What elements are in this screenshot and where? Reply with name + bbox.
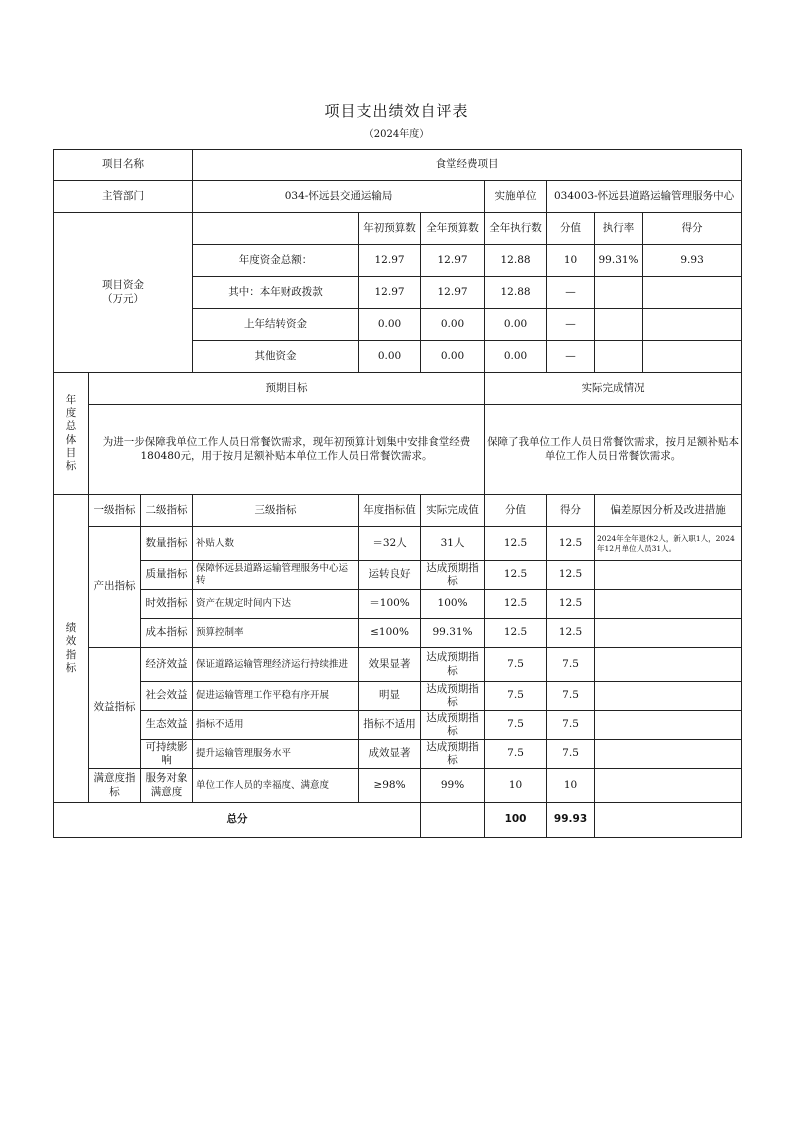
perf-actual: 达成预期指标 [421,740,485,769]
perf-reason [595,561,742,590]
funds-cell-c6 [643,341,742,373]
perf-score-value: 12.5 [485,527,547,561]
perf-target: 成效显著 [359,740,421,769]
perf-header-l3: 三级指标 [193,495,359,527]
perf-score-value: 12.5 [485,561,547,590]
funds-header-executed: 全年执行数 [485,213,547,245]
perf-row [54,711,742,740]
funds-row-label: 年度资金总额： [193,245,359,277]
funds-label-line1: 项目资金 [102,279,145,292]
funds-header-row [54,213,742,245]
funds-cell-c1: 12.97 [359,277,421,309]
goals-text-row [54,405,742,495]
impl-unit-label: 实施单位 [485,181,547,213]
perf-target: 明显 [359,682,421,711]
impl-unit-value: 034003-怀远县道路运输管理服务中心 [547,181,742,213]
project-name-value: 食堂经费项目 [193,150,742,181]
perf-actual: 31人 [421,527,485,561]
perf-score: 12.5 [547,561,595,590]
perf-actual: 达成预期指标 [421,648,485,682]
perf-reason [595,740,742,769]
perf-score-value: 12.5 [485,590,547,619]
funds-cell-c4: 10 [547,245,595,277]
perf-reason [595,711,742,740]
perf-score-value: 7.5 [485,682,547,711]
funds-label-line2: （万元） [102,292,145,305]
funds-cell-c3: 0.00 [485,309,547,341]
perf-l2: 数量指标 [141,527,193,561]
perf-score: 12.5 [547,590,595,619]
perf-row [54,769,742,803]
perf-score: 7.5 [547,711,595,740]
group-benefit: 效益指标 [89,648,141,769]
goals-side-char: 标 [65,459,77,472]
perf-target: ＝100% [359,590,421,619]
perf-row [54,740,742,769]
total-score: 99.93 [547,803,595,838]
perf-header-score: 得分 [547,495,595,527]
page-subtitle-year: （2024年度） [363,129,430,140]
perf-l3: 促进运输管理工作平稳有序开展 [193,682,359,711]
funds-cell-c6 [643,277,742,309]
perf-header-target: 年度指标值 [359,495,421,527]
perf-row [54,561,742,590]
perf-l3: 资产在规定时间内下达 [193,590,359,619]
goals-side-label [54,373,89,495]
perf-l3: 保证道路运输管理经济运行持续推进 [193,648,359,682]
perf-l2: 成本指标 [141,619,193,648]
perf-l2: 质量指标 [141,561,193,590]
total-reason-blank [595,803,742,838]
goals-side-char: 年 [65,394,77,407]
perf-l2: 生态效益 [141,711,193,740]
expected-goal-text: 为进一步保障我单位工作人员日常餐饮需求，现年初预算计划集中安排食堂经费180480元，用于按月足额补贴本单位工作人员日常餐饮需求。 [89,405,485,495]
perf-score: 12.5 [547,527,595,561]
perf-l2: 经济效益 [141,648,193,682]
performance-evaluation-table [53,149,742,838]
perf-target: ≤100% [359,619,421,648]
funds-cell-c6: 9.93 [643,245,742,277]
perf-score: 7.5 [547,740,595,769]
funds-cell-c5 [595,309,643,341]
funds-row-label: 其中：本年财政拨款 [193,277,359,309]
dept-label: 主管部门 [54,181,193,213]
perf-score: 10 [547,769,595,803]
goals-side-char: 体 [65,433,77,446]
perf-row [54,590,742,619]
perf-header-score-value: 分值 [485,495,547,527]
expected-goal-header: 预期目标 [89,373,485,405]
funds-cell-c2: 12.97 [421,245,485,277]
group-satisfaction: 满意度指标 [89,769,141,803]
perf-reason [595,682,742,711]
funds-cell-c1: 12.97 [359,245,421,277]
perf-score-value: 7.5 [485,711,547,740]
total-row [54,803,742,838]
funds-cell-c4: — [547,277,595,309]
total-blank [421,803,485,838]
perf-header-l1: 一级指标 [89,495,141,527]
funds-blank-header [193,213,359,245]
dept-value: 034-怀远县交通运输局 [193,181,485,213]
perf-score-value: 7.5 [485,648,547,682]
goals-header-row [54,373,742,405]
funds-cell-c2: 0.00 [421,309,485,341]
group-output: 产出指标 [89,527,141,648]
funds-cell-c5: 99.31% [595,245,643,277]
perf-side-label [54,495,89,803]
goals-side-char: 总 [65,420,77,433]
perf-actual: 达成预期指标 [421,682,485,711]
funds-cell-c3: 12.88 [485,245,547,277]
perf-target: 指标不适用 [359,711,421,740]
perf-score: 7.5 [547,648,595,682]
perf-header-l2: 二级指标 [141,495,193,527]
perf-l3: 单位工作人员的幸福度、满意度 [193,769,359,803]
perf-side-char: 效 [65,635,77,648]
funds-header-score: 得分 [643,213,742,245]
funds-cell-c3: 0.00 [485,341,547,373]
funds-row-label: 其他资金 [193,341,359,373]
perf-l3: 保障怀远县道路运输管理服务中心运转 [193,561,359,590]
perf-target: ＝32人 [359,527,421,561]
funds-header-rate: 执行率 [595,213,643,245]
perf-row [54,682,742,711]
perf-row [54,527,742,561]
perf-actual: 99% [421,769,485,803]
perf-actual: 99.31% [421,619,485,648]
actual-result-header: 实际完成情况 [485,373,742,405]
perf-l3: 指标不适用 [193,711,359,740]
perf-target: 效果显著 [359,648,421,682]
perf-row [54,648,742,682]
funds-header-full: 全年预算数 [421,213,485,245]
funds-cell-c2: 0.00 [421,341,485,373]
funds-cell-c6 [643,309,742,341]
funds-cell-c3: 12.88 [485,277,547,309]
funds-cell-c2: 12.97 [421,277,485,309]
perf-reason [595,648,742,682]
project-name-label: 项目名称 [54,150,193,181]
perf-header-reason: 偏差原因分析及改进措施 [595,495,742,527]
perf-actual: 100% [421,590,485,619]
perf-actual: 达成预期指标 [421,711,485,740]
funds-cell-c1: 0.00 [359,309,421,341]
perf-l3: 补贴人数 [193,527,359,561]
perf-reason [595,769,742,803]
perf-reason [595,590,742,619]
funds-cell-c5 [595,341,643,373]
perf-row [54,619,742,648]
total-label: 总分 [54,803,421,838]
actual-result-text: 保障了我单位工作人员日常餐饮需求，按月足额补贴本单位工作人员日常餐饮需求。 [485,405,742,495]
perf-score-value: 7.5 [485,740,547,769]
goals-side-char: 目 [65,446,77,459]
perf-score: 7.5 [547,682,595,711]
funds-row-label: 上年结转资金 [193,309,359,341]
page-title: 项目支出绩效自评表 [324,102,469,120]
perf-header-actual: 实际完成值 [421,495,485,527]
perf-l2: 服务对象满意度 [141,769,193,803]
department-row [54,181,742,213]
perf-header-row [54,495,742,527]
perf-side-char: 指 [65,648,77,661]
funds-cell-c4: — [547,341,595,373]
perf-l2: 时效指标 [141,590,193,619]
perf-l2: 社会效益 [141,682,193,711]
perf-reason: 2024年全年退休2人，新入职1人，2024年12月单位人员31人。 [595,527,742,561]
funds-label [54,213,193,373]
funds-cell-c1: 0.00 [359,341,421,373]
perf-l3: 提升运输管理服务水平 [193,740,359,769]
funds-header-score-value: 分值 [547,213,595,245]
perf-score: 12.5 [547,619,595,648]
funds-header-initial: 年初预算数 [359,213,421,245]
total-score-value: 100 [485,803,547,838]
perf-reason [595,619,742,648]
project-name-row [54,150,742,181]
funds-cell-c5 [595,277,643,309]
perf-side-char: 绩 [65,622,77,635]
perf-l2: 可持续影响 [141,740,193,769]
perf-score-value: 10 [485,769,547,803]
perf-l3: 预算控制率 [193,619,359,648]
perf-actual: 达成预期指标 [421,561,485,590]
perf-score-value: 12.5 [485,619,547,648]
goals-side-char: 度 [65,407,77,420]
funds-cell-c4: — [547,309,595,341]
perf-target: 运转良好 [359,561,421,590]
perf-side-char: 标 [65,661,77,674]
perf-target: ≥98% [359,769,421,803]
